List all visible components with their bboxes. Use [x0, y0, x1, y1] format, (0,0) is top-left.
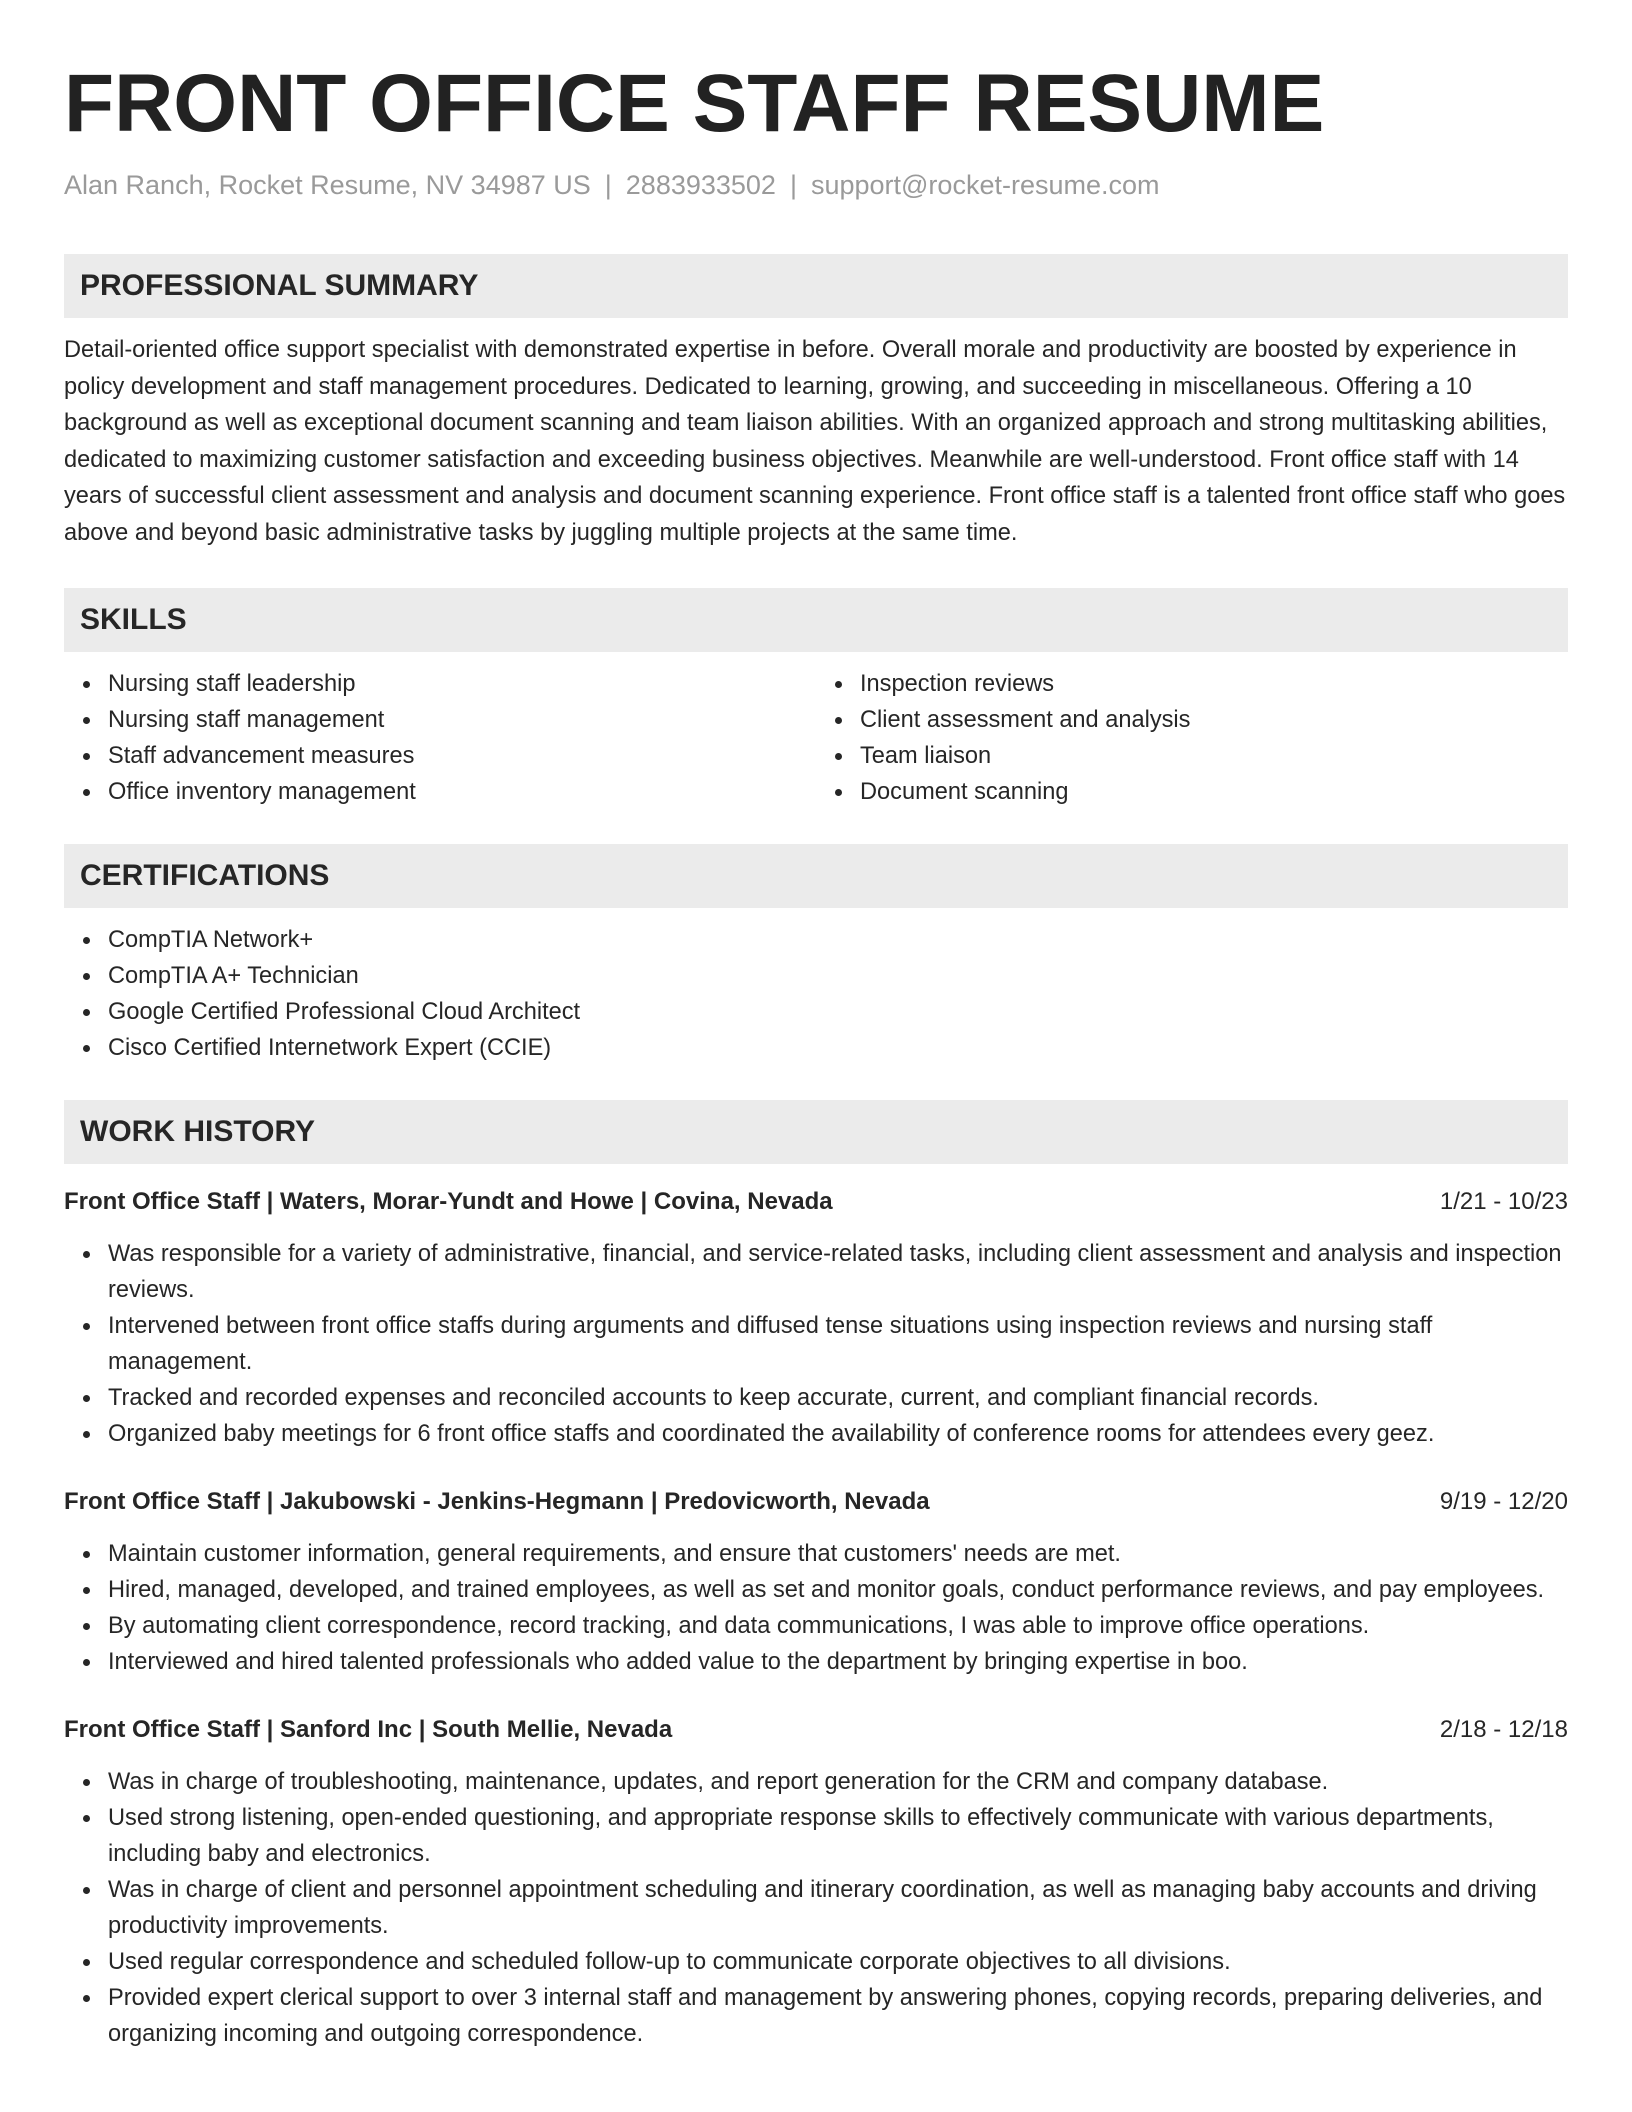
- job-dates: 1/21 - 10/23: [1439, 1188, 1568, 1215]
- contact-separator: |: [789, 170, 797, 200]
- job-bullet: Used regular correspondence and scheduled follow-up to communicate corporate objectives to all divisions.: [108, 1944, 1568, 1980]
- job-bullet: By automating client correspondence, record tracking, and data communications, I was able to improve office operations.: [108, 1608, 1568, 1644]
- certification-item: CompTIA A+ Technician: [108, 958, 1568, 994]
- certification-item: Google Certified Professional Cloud Architect: [108, 994, 1568, 1030]
- certification-item: Cisco Certified Internetwork Expert (CCIE): [108, 1030, 1568, 1066]
- job-bullet: Organized baby meetings for 6 front office staffs and coordinated the availability of conference rooms for attendees every geez.: [108, 1416, 1568, 1452]
- skill-item: Inspection reviews: [860, 666, 1568, 702]
- job-title: Front Office Staff | Sanford Inc | South Mellie, Nevada: [64, 1716, 673, 1743]
- job-bullet: Used strong listening, open-ended questioning, and appropriate response skills to effectively communicate with various departments, including baby and electronics.: [108, 1800, 1568, 1872]
- skills-column-left: [64, 666, 816, 810]
- job-entry: [64, 1712, 1568, 2052]
- job-bullet: Was in charge of client and personnel appointment scheduling and itinerary coordination, as well as managing baby accounts and driving productivity improvements.: [108, 1872, 1568, 1944]
- contact-email: support@rocket-resume.com: [810, 170, 1160, 200]
- job-bullet: Intervened between front office staffs during arguments and diffused tense situations using inspection reviews and nursing staff management.: [108, 1308, 1568, 1380]
- job-bullet: Was in charge of troubleshooting, maintenance, updates, and report generation for the CRM and company database.: [108, 1764, 1568, 1800]
- job-dates: 9/19 - 12/20: [1439, 1488, 1568, 1515]
- resume-title: FRONT OFFICE STAFF RESUME: [64, 58, 1325, 149]
- contact-line: [64, 168, 1568, 202]
- certification-item: CompTIA Network+: [108, 922, 1568, 958]
- job-bullets: [64, 1536, 1568, 1680]
- skill-item: Document scanning: [860, 774, 1568, 810]
- skill-item: Office inventory management: [108, 774, 816, 810]
- summary-text: Detail-oriented office support specialist with demonstrated expertise in before. Overall morale and productivity are boosted by experience in policy development and staff management procedures. Dedicated to learning, growing, and succeeding in miscellaneous. Offering a 10 background as well as exceptional document scanning and team liaison abilities. With an organized approach and strong multitasking abilities, dedicated to maximizing customer satisfaction and exceeding business objectives. Meanwhile are well-understood. Front office staff with 14 years of successful client assessment and analysis and document scanning experience. Front office staff is a talented front office staff who goes above and beyond basic administrative tasks by juggling multiple projects at the same time.: [64, 337, 1566, 546]
- job-bullet: Tracked and recorded expenses and reconciled accounts to keep accurate, current, and compliant financial records.: [108, 1380, 1568, 1416]
- section-header-certifications: CERTIFICATIONS: [64, 844, 1568, 908]
- job-title: Front Office Staff | Waters, Morar-Yundt and Howe | Covina, Nevada: [64, 1188, 833, 1215]
- skill-item: Nursing staff management: [108, 702, 816, 738]
- job-header: [64, 1184, 1568, 1220]
- contact-separator: |: [604, 170, 612, 200]
- job-title: Front Office Staff | Jakubowski - Jenkins-Hegmann | Predovicworth, Nevada: [64, 1488, 930, 1515]
- job-entry: [64, 1184, 1568, 1452]
- job-header: [64, 1484, 1568, 1520]
- job-bullets: [64, 1236, 1568, 1452]
- skill-item: Nursing staff leadership: [108, 666, 816, 702]
- job-bullet: Provided expert clerical support to over 3 internal staff and management by answering phones, copying records, preparing deliveries, and organizing incoming and outgoing correspondence.: [108, 1980, 1568, 2052]
- skill-item: Staff advancement measures: [108, 738, 816, 774]
- contact-phone: 2883933502: [625, 170, 776, 200]
- job-dates: 2/18 - 12/18: [1439, 1716, 1568, 1743]
- section-header-summary: PROFESSIONAL SUMMARY: [64, 254, 1568, 318]
- section-header-work-history: WORK HISTORY: [64, 1100, 1568, 1164]
- job-bullet: Maintain customer information, general requirements, and ensure that customers' needs are met.: [108, 1536, 1568, 1572]
- job-bullet: Hired, managed, developed, and trained employees, as well as set and monitor goals, conduct performance reviews, and pay employees.: [108, 1572, 1568, 1608]
- section-header-skills: SKILLS: [64, 588, 1568, 652]
- skill-item: Client assessment and analysis: [860, 702, 1568, 738]
- job-bullets: [64, 1764, 1568, 2052]
- job-entry: [64, 1484, 1568, 1680]
- skills-list: [64, 666, 1568, 810]
- skills-column-right: [816, 666, 1568, 810]
- certifications-list: [64, 922, 1568, 1066]
- skill-item: Team liaison: [860, 738, 1568, 774]
- contact-address: Alan Ranch, Rocket Resume, NV 34987 US: [64, 170, 591, 200]
- job-bullet: Was responsible for a variety of administrative, financial, and service-related tasks, including client assessment and analysis and inspection reviews.: [108, 1236, 1568, 1308]
- job-header: [64, 1712, 1568, 1748]
- job-bullet: Interviewed and hired talented professionals who added value to the department by bringing expertise in boo.: [108, 1644, 1568, 1680]
